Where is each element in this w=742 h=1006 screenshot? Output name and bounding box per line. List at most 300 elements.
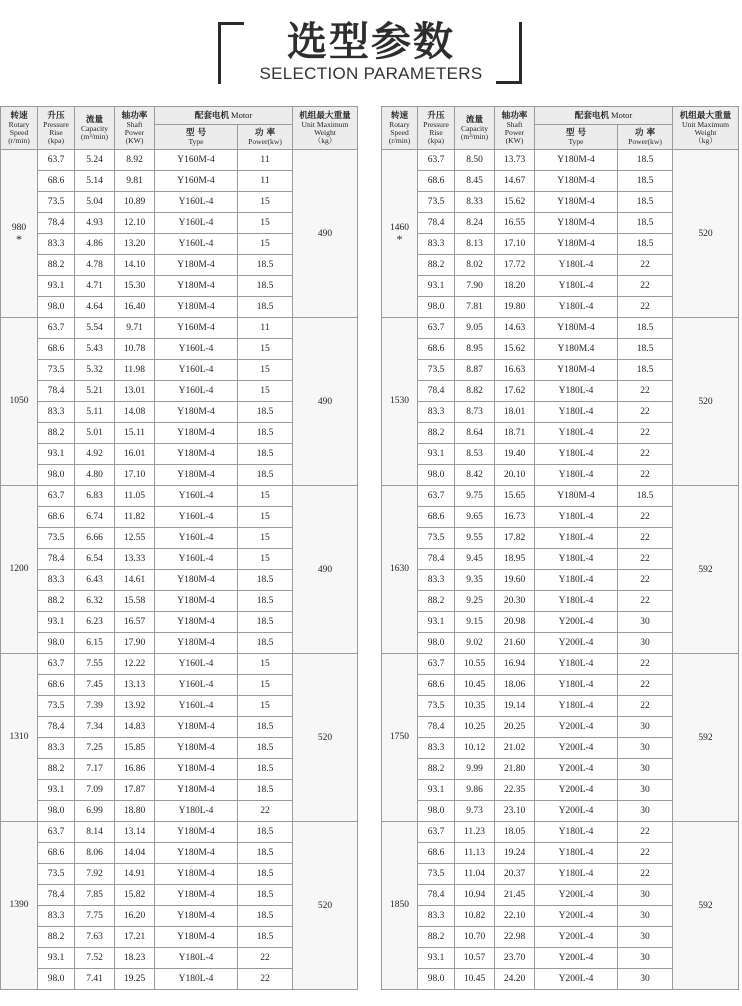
speed-cell bbox=[382, 822, 418, 990]
capacity-cell: 9.02 bbox=[455, 633, 495, 654]
shaft-power-cell: 17.90 bbox=[115, 633, 155, 654]
shaft-power-cell: 14.61 bbox=[115, 570, 155, 591]
motor-power-cell: 30 bbox=[618, 906, 673, 927]
capacity-cell: 5.04 bbox=[75, 192, 115, 213]
shaft-power-cell: 18.01 bbox=[495, 402, 535, 423]
motor-power-cell: 30 bbox=[618, 633, 673, 654]
pressure-cell: 83.3 bbox=[418, 570, 455, 591]
motor-type-cell: Y180M-4 bbox=[535, 486, 618, 507]
shaft-power-cell: 16.63 bbox=[495, 360, 535, 381]
pressure-cell: 93.1 bbox=[418, 612, 455, 633]
pressure-cell: 68.6 bbox=[38, 843, 75, 864]
motor-power-cell: 22 bbox=[618, 255, 673, 276]
shaft-power-cell: 10.89 bbox=[115, 192, 155, 213]
speed-value: 1630 bbox=[390, 564, 409, 574]
capacity-cell: 7.85 bbox=[75, 885, 115, 906]
motor-type-cell: Y200L-4 bbox=[535, 801, 618, 822]
shaft-power-cell: 20.30 bbox=[495, 591, 535, 612]
capacity-cell: 10.57 bbox=[455, 948, 495, 969]
motor-type-cell: Y180M-4 bbox=[155, 465, 238, 486]
motor-power-cell: 22 bbox=[618, 591, 673, 612]
motor-power-cell: 15 bbox=[238, 675, 293, 696]
pressure-cell: 73.5 bbox=[418, 192, 455, 213]
capacity-cell: 11.13 bbox=[455, 843, 495, 864]
motor-power-cell: 22 bbox=[618, 822, 673, 843]
capacity-cell: 10.25 bbox=[455, 717, 495, 738]
motor-power-cell: 30 bbox=[618, 801, 673, 822]
pressure-cell: 68.6 bbox=[418, 843, 455, 864]
weight-cell: 520 bbox=[293, 822, 358, 990]
pressure-cell: 68.6 bbox=[38, 675, 75, 696]
capacity-cell: 10.94 bbox=[455, 885, 495, 906]
pressure-cell: 88.2 bbox=[418, 591, 455, 612]
capacity-cell: 9.15 bbox=[455, 612, 495, 633]
shaft-power-cell: 20.37 bbox=[495, 864, 535, 885]
pressure-cell: 93.1 bbox=[418, 780, 455, 801]
motor-type-cell: Y180L-4 bbox=[535, 549, 618, 570]
shaft-power-cell: 17.62 bbox=[495, 381, 535, 402]
motor-type-cell: Y180M-4 bbox=[155, 402, 238, 423]
shaft-power-cell: 15.62 bbox=[495, 339, 535, 360]
motor-type-cell: Y180M-4 bbox=[155, 822, 238, 843]
motor-type-cell: Y160L-4 bbox=[155, 528, 238, 549]
motor-power-cell: 18.5 bbox=[618, 171, 673, 192]
shaft-power-cell: 12.22 bbox=[115, 654, 155, 675]
pressure-cell: 63.7 bbox=[418, 654, 455, 675]
motor-power-cell: 22 bbox=[618, 276, 673, 297]
motor-power-cell: 18.5 bbox=[618, 339, 673, 360]
motor-power-cell: 30 bbox=[618, 612, 673, 633]
capacity-cell: 5.01 bbox=[75, 423, 115, 444]
motor-type-cell: Y180M.4 bbox=[535, 339, 618, 360]
header-shaft-power: 轴功率 Shaft Power (KW) bbox=[495, 107, 535, 150]
shaft-power-cell: 18.06 bbox=[495, 675, 535, 696]
weight-cell: 592 bbox=[673, 822, 739, 990]
header-motor-type: 型 号 Type bbox=[155, 125, 238, 150]
shaft-power-cell: 19.24 bbox=[495, 843, 535, 864]
shaft-power-cell: 21.45 bbox=[495, 885, 535, 906]
shaft-power-cell: 15.11 bbox=[115, 423, 155, 444]
pressure-cell: 68.6 bbox=[418, 171, 455, 192]
pressure-cell: 83.3 bbox=[418, 738, 455, 759]
motor-type-cell: Y180L-4 bbox=[535, 528, 618, 549]
motor-type-cell: Y180M-4 bbox=[155, 297, 238, 318]
capacity-cell: 7.92 bbox=[75, 864, 115, 885]
motor-power-cell: 15 bbox=[238, 528, 293, 549]
motor-power-cell: 22 bbox=[238, 801, 293, 822]
pressure-cell: 88.2 bbox=[38, 591, 75, 612]
pressure-cell: 98.0 bbox=[418, 969, 455, 990]
shaft-power-cell: 16.01 bbox=[115, 444, 155, 465]
weight-cell: 490 bbox=[293, 318, 358, 486]
motor-type-cell: Y200L-4 bbox=[535, 717, 618, 738]
speed-value: 1310 bbox=[9, 732, 29, 742]
motor-power-cell: 15 bbox=[238, 486, 293, 507]
motor-power-cell: 15 bbox=[238, 381, 293, 402]
motor-type-cell: Y180M-4 bbox=[155, 612, 238, 633]
motor-power-cell: 15 bbox=[238, 696, 293, 717]
capacity-cell: 10.55 bbox=[455, 654, 495, 675]
shaft-power-cell: 13.73 bbox=[495, 150, 535, 171]
shaft-power-cell: 14.63 bbox=[495, 318, 535, 339]
motor-power-cell: 22 bbox=[618, 843, 673, 864]
motor-power-cell: 30 bbox=[618, 717, 673, 738]
motor-power-cell: 30 bbox=[618, 969, 673, 990]
shaft-power-cell: 20.25 bbox=[495, 717, 535, 738]
motor-power-cell: 22 bbox=[618, 654, 673, 675]
shaft-power-cell: 18.80 bbox=[115, 801, 155, 822]
shaft-power-cell: 12.55 bbox=[115, 528, 155, 549]
shaft-power-cell: 11.82 bbox=[115, 507, 155, 528]
motor-type-cell: Y180M-4 bbox=[155, 738, 238, 759]
speed-value: 1390 bbox=[9, 900, 29, 910]
motor-type-cell: Y200L-4 bbox=[535, 612, 618, 633]
motor-type-cell: Y180L-4 bbox=[535, 654, 618, 675]
motor-type-cell: Y200L-4 bbox=[535, 759, 618, 780]
pressure-cell: 78.4 bbox=[38, 885, 75, 906]
motor-type-cell: Y180M-4 bbox=[155, 906, 238, 927]
motor-type-cell: Y180M-4 bbox=[155, 780, 238, 801]
pressure-cell: 88.2 bbox=[38, 759, 75, 780]
pressure-cell: 73.5 bbox=[38, 192, 75, 213]
speed-value: 980 bbox=[11, 223, 27, 233]
shaft-power-cell: 20.98 bbox=[495, 612, 535, 633]
capacity-cell: 11.04 bbox=[455, 864, 495, 885]
shaft-power-cell: 17.10 bbox=[115, 465, 155, 486]
motor-type-cell: Y200L-4 bbox=[535, 885, 618, 906]
table-row bbox=[1, 150, 358, 171]
motor-type-cell: Y180M-4 bbox=[155, 591, 238, 612]
shaft-power-cell: 13.20 bbox=[115, 234, 155, 255]
capacity-cell: 7.17 bbox=[75, 759, 115, 780]
pressure-cell: 83.3 bbox=[418, 402, 455, 423]
pressure-cell: 63.7 bbox=[38, 150, 75, 171]
motor-type-cell: Y200L-4 bbox=[535, 969, 618, 990]
pressure-cell: 63.7 bbox=[418, 318, 455, 339]
shaft-power-cell: 13.01 bbox=[115, 381, 155, 402]
motor-type-cell: Y180L-4 bbox=[535, 675, 618, 696]
motor-type-cell: Y200L-4 bbox=[535, 633, 618, 654]
capacity-cell: 8.45 bbox=[455, 171, 495, 192]
motor-power-cell: 18.5 bbox=[238, 276, 293, 297]
pressure-cell: 68.6 bbox=[418, 507, 455, 528]
speed-cell bbox=[1, 150, 38, 318]
motor-type-cell: Y180M-4 bbox=[155, 255, 238, 276]
pressure-cell: 63.7 bbox=[38, 654, 75, 675]
capacity-cell: 5.11 bbox=[75, 402, 115, 423]
motor-type-cell: Y180L-4 bbox=[535, 423, 618, 444]
motor-power-cell: 18.5 bbox=[618, 318, 673, 339]
capacity-cell: 10.35 bbox=[455, 696, 495, 717]
shaft-power-cell: 12.10 bbox=[115, 213, 155, 234]
speed-cell bbox=[382, 486, 418, 654]
speed-value: 1460 bbox=[390, 223, 409, 233]
shaft-power-cell: 16.94 bbox=[495, 654, 535, 675]
capacity-cell: 7.55 bbox=[75, 654, 115, 675]
table-row bbox=[1, 318, 358, 339]
capacity-cell: 4.80 bbox=[75, 465, 115, 486]
motor-power-cell: 15 bbox=[238, 507, 293, 528]
shaft-power-cell: 8.92 bbox=[115, 150, 155, 171]
motor-type-cell: Y180L-4 bbox=[535, 402, 618, 423]
header-pressure: 升压 Pressure Rise (kpa) bbox=[418, 107, 455, 150]
speed-value: 1530 bbox=[390, 396, 409, 406]
pressure-cell: 68.6 bbox=[38, 507, 75, 528]
parameters-table-right bbox=[381, 106, 739, 990]
pressure-cell: 68.6 bbox=[38, 339, 75, 360]
capacity-cell: 10.82 bbox=[455, 906, 495, 927]
motor-type-cell: Y180L-4 bbox=[535, 822, 618, 843]
motor-type-cell: Y180M-4 bbox=[155, 633, 238, 654]
shaft-power-cell: 22.35 bbox=[495, 780, 535, 801]
shaft-power-cell: 20.10 bbox=[495, 465, 535, 486]
motor-power-cell: 22 bbox=[238, 969, 293, 990]
motor-type-cell: Y180M-4 bbox=[155, 276, 238, 297]
capacity-cell: 9.65 bbox=[455, 507, 495, 528]
pressure-cell: 98.0 bbox=[38, 801, 75, 822]
motor-power-cell: 18.5 bbox=[238, 444, 293, 465]
motor-power-cell: 22 bbox=[618, 444, 673, 465]
speed-cell bbox=[382, 654, 418, 822]
pressure-cell: 83.3 bbox=[38, 570, 75, 591]
motor-type-cell: Y180L-4 bbox=[535, 570, 618, 591]
motor-power-cell: 11 bbox=[238, 318, 293, 339]
capacity-cell: 9.45 bbox=[455, 549, 495, 570]
motor-power-cell: 30 bbox=[618, 738, 673, 759]
pressure-cell: 88.2 bbox=[418, 927, 455, 948]
motor-power-cell: 18.5 bbox=[618, 486, 673, 507]
header-shaft-power: 轴功率 Shaft Power (KW) bbox=[115, 107, 155, 150]
shaft-power-cell: 14.08 bbox=[115, 402, 155, 423]
capacity-cell: 4.64 bbox=[75, 297, 115, 318]
capacity-cell: 8.02 bbox=[455, 255, 495, 276]
capacity-cell: 7.75 bbox=[75, 906, 115, 927]
motor-type-cell: Y180M-4 bbox=[535, 360, 618, 381]
pressure-cell: 83.3 bbox=[418, 234, 455, 255]
shaft-power-cell: 21.60 bbox=[495, 633, 535, 654]
pressure-cell: 73.5 bbox=[38, 528, 75, 549]
weight-cell: 592 bbox=[673, 654, 739, 822]
pressure-cell: 83.3 bbox=[38, 906, 75, 927]
header-pressure: 升压 Pressure Rise (kpa) bbox=[38, 107, 75, 150]
shaft-power-cell: 15.30 bbox=[115, 276, 155, 297]
motor-type-cell: Y200L-4 bbox=[535, 948, 618, 969]
header-capacity: 流量 Capacity (m³/min) bbox=[75, 107, 115, 150]
capacity-cell: 8.87 bbox=[455, 360, 495, 381]
capacity-cell: 9.73 bbox=[455, 801, 495, 822]
shaft-power-cell: 11.98 bbox=[115, 360, 155, 381]
pressure-cell: 63.7 bbox=[418, 822, 455, 843]
shaft-power-cell: 18.71 bbox=[495, 423, 535, 444]
shaft-power-cell: 18.20 bbox=[495, 276, 535, 297]
shaft-power-cell: 18.95 bbox=[495, 549, 535, 570]
motor-power-cell: 30 bbox=[618, 885, 673, 906]
motor-type-cell: Y180L-4 bbox=[535, 864, 618, 885]
speed-value: 1200 bbox=[9, 564, 29, 574]
shaft-power-cell: 14.67 bbox=[495, 171, 535, 192]
motor-power-cell: 18.5 bbox=[238, 570, 293, 591]
page-subtitle: SELECTION PARAMETERS bbox=[259, 64, 483, 83]
pressure-cell: 98.0 bbox=[38, 969, 75, 990]
motor-power-cell: 15 bbox=[238, 654, 293, 675]
shaft-power-cell: 24.20 bbox=[495, 969, 535, 990]
pressure-cell: 78.4 bbox=[418, 549, 455, 570]
capacity-cell: 6.99 bbox=[75, 801, 115, 822]
shaft-power-cell: 19.25 bbox=[115, 969, 155, 990]
pressure-cell: 88.2 bbox=[38, 423, 75, 444]
capacity-cell: 6.66 bbox=[75, 528, 115, 549]
header-motor-type: 型 号 Type bbox=[535, 125, 618, 150]
motor-type-cell: Y180M-4 bbox=[535, 150, 618, 171]
capacity-cell: 10.12 bbox=[455, 738, 495, 759]
header-capacity: 流量 Capacity (m³/min) bbox=[455, 107, 495, 150]
capacity-cell: 7.09 bbox=[75, 780, 115, 801]
shaft-power-cell: 13.13 bbox=[115, 675, 155, 696]
table-row bbox=[382, 654, 739, 675]
motor-power-cell: 22 bbox=[238, 948, 293, 969]
motor-power-cell: 18.5 bbox=[238, 402, 293, 423]
capacity-cell: 9.86 bbox=[455, 780, 495, 801]
motor-power-cell: 18.5 bbox=[618, 360, 673, 381]
motor-power-cell: 22 bbox=[618, 465, 673, 486]
pressure-cell: 88.2 bbox=[38, 255, 75, 276]
pressure-cell: 78.4 bbox=[418, 717, 455, 738]
capacity-cell: 7.34 bbox=[75, 717, 115, 738]
speed-cell bbox=[1, 318, 38, 486]
page-header bbox=[0, 0, 742, 100]
table-row bbox=[382, 486, 739, 507]
pressure-cell: 98.0 bbox=[38, 297, 75, 318]
shaft-power-cell: 9.81 bbox=[115, 171, 155, 192]
pressure-cell: 73.5 bbox=[418, 528, 455, 549]
motor-type-cell: Y160M-4 bbox=[155, 171, 238, 192]
shaft-power-cell: 17.87 bbox=[115, 780, 155, 801]
motor-type-cell: Y180M-4 bbox=[155, 843, 238, 864]
pressure-cell: 98.0 bbox=[418, 465, 455, 486]
motor-type-cell: Y180L-4 bbox=[535, 696, 618, 717]
weight-cell: 520 bbox=[293, 654, 358, 822]
capacity-cell: 4.78 bbox=[75, 255, 115, 276]
shaft-power-cell: 11.05 bbox=[115, 486, 155, 507]
pressure-cell: 98.0 bbox=[418, 801, 455, 822]
table-row bbox=[1, 486, 358, 507]
pressure-cell: 73.5 bbox=[38, 696, 75, 717]
weight-cell: 520 bbox=[673, 318, 739, 486]
shaft-power-cell: 19.40 bbox=[495, 444, 535, 465]
speed-mark: * bbox=[16, 232, 22, 246]
shaft-power-cell: 23.70 bbox=[495, 948, 535, 969]
capacity-cell: 7.63 bbox=[75, 927, 115, 948]
pressure-cell: 78.4 bbox=[418, 885, 455, 906]
pressure-cell: 83.3 bbox=[418, 906, 455, 927]
capacity-cell: 5.43 bbox=[75, 339, 115, 360]
motor-power-cell: 18.5 bbox=[618, 213, 673, 234]
weight-cell: 520 bbox=[673, 150, 739, 318]
shaft-power-cell: 19.14 bbox=[495, 696, 535, 717]
motor-type-cell: Y200L-4 bbox=[535, 927, 618, 948]
capacity-cell: 8.50 bbox=[455, 150, 495, 171]
motor-power-cell: 30 bbox=[618, 948, 673, 969]
motor-type-cell: Y180L-4 bbox=[535, 381, 618, 402]
motor-type-cell: Y180M-4 bbox=[535, 171, 618, 192]
header-motor: 配套电机 Motor bbox=[155, 107, 293, 125]
motor-power-cell: 18.5 bbox=[238, 780, 293, 801]
motor-type-cell: Y200L-4 bbox=[535, 780, 618, 801]
weight-cell: 490 bbox=[293, 486, 358, 654]
motor-power-cell: 22 bbox=[618, 297, 673, 318]
pressure-cell: 93.1 bbox=[38, 444, 75, 465]
capacity-cell: 8.24 bbox=[455, 213, 495, 234]
shaft-power-cell: 10.78 bbox=[115, 339, 155, 360]
motor-power-cell: 18.5 bbox=[238, 822, 293, 843]
motor-type-cell: Y180L-4 bbox=[535, 843, 618, 864]
motor-power-cell: 22 bbox=[618, 402, 673, 423]
motor-type-cell: Y180L-4 bbox=[535, 255, 618, 276]
motor-type-cell: Y160L-4 bbox=[155, 213, 238, 234]
motor-type-cell: Y180M-4 bbox=[535, 213, 618, 234]
capacity-cell: 5.14 bbox=[75, 171, 115, 192]
pressure-cell: 73.5 bbox=[418, 696, 455, 717]
shaft-power-cell: 19.80 bbox=[495, 297, 535, 318]
capacity-cell: 8.64 bbox=[455, 423, 495, 444]
motor-power-cell: 15 bbox=[238, 339, 293, 360]
motor-power-cell: 22 bbox=[618, 864, 673, 885]
motor-type-cell: Y180L-4 bbox=[535, 297, 618, 318]
shaft-power-cell: 15.85 bbox=[115, 738, 155, 759]
weight-cell: 592 bbox=[673, 486, 739, 654]
capacity-cell: 5.54 bbox=[75, 318, 115, 339]
pressure-cell: 63.7 bbox=[418, 486, 455, 507]
speed-mark: * bbox=[396, 232, 403, 246]
capacity-cell: 8.14 bbox=[75, 822, 115, 843]
capacity-cell: 7.81 bbox=[455, 297, 495, 318]
motor-type-cell: Y160L-4 bbox=[155, 549, 238, 570]
pressure-cell: 73.5 bbox=[38, 360, 75, 381]
motor-type-cell: Y180M-4 bbox=[155, 759, 238, 780]
motor-power-cell: 18.5 bbox=[238, 927, 293, 948]
shaft-power-cell: 9.71 bbox=[115, 318, 155, 339]
motor-power-cell: 30 bbox=[618, 927, 673, 948]
motor-power-cell: 18.5 bbox=[238, 864, 293, 885]
motor-power-cell: 18.5 bbox=[618, 192, 673, 213]
pressure-cell: 98.0 bbox=[38, 465, 75, 486]
motor-type-cell: Y160L-4 bbox=[155, 696, 238, 717]
motor-type-cell: Y200L-4 bbox=[535, 906, 618, 927]
motor-power-cell: 15 bbox=[238, 360, 293, 381]
header-motor-power: 功 率 Power(kw) bbox=[618, 125, 673, 150]
shaft-power-cell: 14.04 bbox=[115, 843, 155, 864]
motor-type-cell: Y180L-4 bbox=[535, 591, 618, 612]
capacity-cell: 9.99 bbox=[455, 759, 495, 780]
motor-power-cell: 18.5 bbox=[238, 465, 293, 486]
motor-power-cell: 11 bbox=[238, 150, 293, 171]
speed-cell bbox=[382, 150, 418, 318]
motor-power-cell: 18.5 bbox=[238, 612, 293, 633]
motor-type-cell: Y180L-4 bbox=[535, 444, 618, 465]
motor-power-cell: 15 bbox=[238, 234, 293, 255]
capacity-cell: 8.42 bbox=[455, 465, 495, 486]
pressure-cell: 93.1 bbox=[418, 444, 455, 465]
motor-power-cell: 22 bbox=[618, 423, 673, 444]
page-title: 选型参数 bbox=[287, 19, 455, 65]
shaft-power-cell: 16.86 bbox=[115, 759, 155, 780]
pressure-cell: 98.0 bbox=[418, 297, 455, 318]
pressure-cell: 63.7 bbox=[38, 318, 75, 339]
motor-power-cell: 22 bbox=[618, 696, 673, 717]
motor-power-cell: 22 bbox=[618, 507, 673, 528]
motor-type-cell: Y180L-4 bbox=[535, 276, 618, 297]
pressure-cell: 78.4 bbox=[38, 213, 75, 234]
